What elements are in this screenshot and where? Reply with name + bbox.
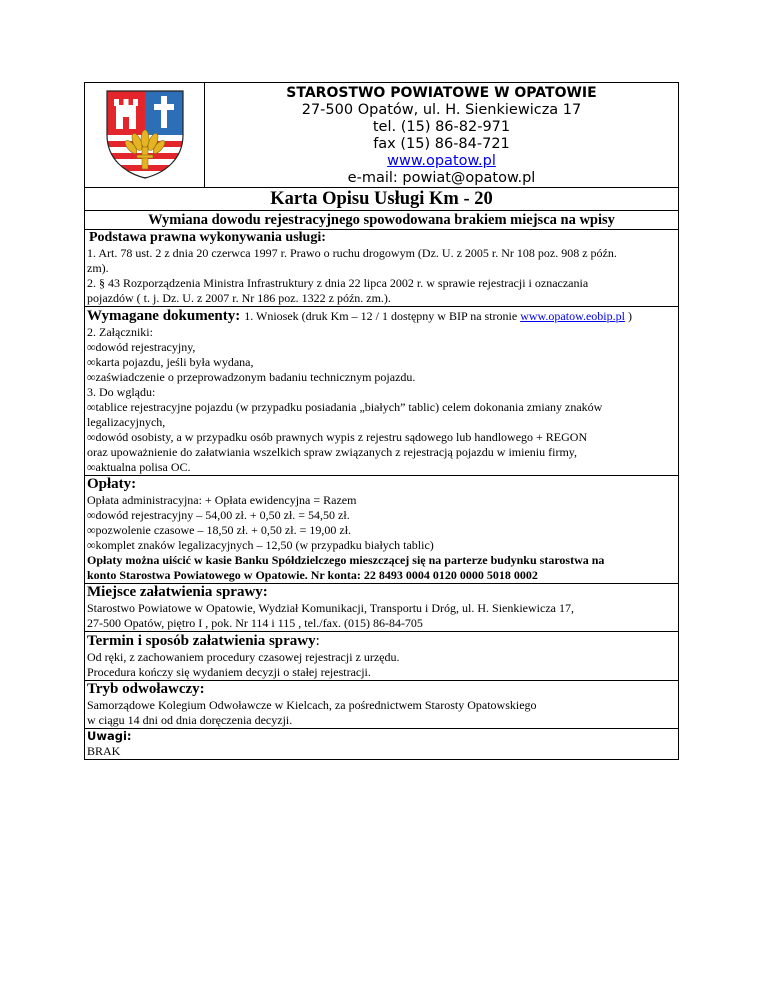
service-name: Wymiana dowodu rejestracyjnego spowodowana brakiem miejsca na wpisy [85, 211, 679, 230]
place-line: 27-500 Opatów, piętro I , pok. Nr 114 i 115 , tel./fax. (015) 86-84-705 [87, 616, 423, 630]
documents-line: ∞aktualna polisa OC. [87, 460, 191, 474]
deadline-heading-colon: : [315, 633, 320, 649]
documents-line: ∞dowód osobisty, a w przypadku osób prawnych wypis z rejestru sądowego lub handlowego + REGON [87, 430, 588, 444]
deadline-line: Procedura kończy się wydaniem decyzji o stałej rejestracji. [87, 665, 371, 679]
card-title: Karta Opisu Usługi Km - 20 [85, 188, 679, 211]
appeal-line: Samorządowe Kolegium Odwoławcze w Kielcach, za pośrednictwem Starosty Opatowskiego [87, 698, 537, 712]
fees-line: ∞dowód rejestracyjny – 54,00 zł. + 0,50 zł. = 54,50 zł. [87, 508, 350, 522]
coat-of-arms-icon [101, 85, 189, 181]
service-card [84, 82, 679, 760]
fees-line: Opłata administracyjna: + Opłata ewidencyjna = Razem [87, 493, 357, 507]
service-name-row [85, 211, 679, 230]
documents-first-line-end: ) [624, 309, 632, 323]
office-email: e-mail: powiat@opatow.pl [347, 170, 536, 186]
service-card-table [84, 82, 679, 760]
bip-link[interactable]: www.opatow.eobip.pl [520, 309, 625, 323]
legal-basis-line: zm). [87, 261, 109, 275]
documents-line: ∞karta pojazdu, jeśli była wydana, [87, 355, 254, 369]
logo-cell [85, 83, 205, 188]
deadline-row [85, 632, 679, 681]
documents-row [85, 307, 679, 476]
documents-line: 3. Do wglądu: [87, 385, 156, 399]
fees-line: ∞komplet znaków legalizacyjnych – 12,50 (w przypadku białych tablic) [87, 538, 434, 552]
documents-first-line: 1. Wniosek (druk Km – 12 / 1 dostępny w BIP na stronie [244, 309, 521, 323]
fees-section [85, 476, 679, 584]
office-website-link[interactable]: www.opatow.pl [387, 153, 496, 169]
documents-line: oraz upoważnienie do załatwiania wszelkich spraw związanych z rejestracją pojazdu w imieniu firmy, [87, 445, 578, 459]
remarks-section [85, 729, 679, 760]
documents-section [85, 307, 679, 476]
office-fax: fax (15) 86-84-721 [373, 136, 510, 152]
fees-heading: Opłaty: [87, 476, 137, 492]
place-line: Starostwo Powiatowe w Opatowie, Wydział Komunikacji, Transportu i Dróg, ul. H. Sienkiewicza 17, [87, 601, 574, 615]
deadline-line: Od ręki, z zachowaniem procedury czasowej rejestracji z urzędu. [87, 650, 400, 664]
place-row [85, 584, 679, 632]
place-section [85, 584, 679, 632]
appeal-heading: Tryb odwoławczy: [87, 681, 205, 697]
legal-basis-line: 2. § 43 Rozporządzenia Ministra Infrastruktury z dnia 22 lipca 2002 r. w sprawie rejestracji i oznaczania [87, 276, 589, 290]
documents-line: 2. Załączniki: [87, 325, 153, 339]
remarks-heading: Uwagi: [87, 729, 132, 743]
legal-basis-line: pojazdów ( t. j. Dz. U. z 2007 r. Nr 186 poz. 1322 z późn. zm.). [87, 291, 391, 305]
fees-row [85, 476, 679, 584]
appeal-section [85, 681, 679, 729]
legal-basis-section [85, 230, 679, 307]
deadline-section [85, 632, 679, 681]
documents-line: ∞zaświadczenie o przeprowadzonym badaniu technicznym pojazdu. [87, 370, 416, 384]
documents-heading: Wymagane dokumenty: [87, 308, 241, 324]
card-title-row [85, 188, 679, 211]
documents-line: ∞dowód rejestracyjny, [87, 340, 196, 354]
legal-basis-row [85, 230, 679, 307]
appeal-row [85, 681, 679, 729]
office-phone: tel. (15) 86-82-971 [372, 119, 511, 135]
remarks-row [85, 729, 679, 760]
fees-payment-info: Opłaty można uiścić w kasie Banku Spółdzielczego mieszczącej się na parterze budynku starostwa na [87, 553, 605, 567]
fees-line: ∞pozwolenie czasowe – 18,50 zł. + 0,50 zł. = 19,00 zł. [87, 523, 352, 537]
fees-account-info: konto Starostwa Powiatowego w Opatowie. Nr konta: 22 8493 0004 0120 0000 5018 0002 [87, 568, 538, 582]
remarks-text: BRAK [87, 744, 121, 758]
deadline-heading: Termin i sposób załatwienia sprawy [87, 633, 316, 649]
office-name: STAROSTWO POWIATOWE W OPATOWIE [286, 85, 597, 101]
appeal-line: w ciągu 14 dni od dnia doręczenia decyzji. [87, 713, 293, 727]
documents-line: legalizacyjnych, [87, 415, 166, 429]
legal-basis-heading: Podstawa prawna wykonywania usługi: [89, 230, 326, 245]
office-address: 27-500 Opatów, ul. H. Sienkiewicza 17 [301, 102, 582, 118]
documents-line: ∞tablice rejestracyjne pojazdu (w przypadku posiadania „białych” tablic) celem dokonania zmiany znaków [87, 400, 603, 414]
place-heading: Miejsce załatwienia sprawy: [87, 584, 268, 600]
header-row [85, 83, 679, 188]
legal-basis-line: 1. Art. 78 ust. 2 z dnia 20 czerwca 1997 r. Prawo o ruchu drogowym (Dz. U. z 2005 r. Nr 108 poz. 908 z późn. [87, 246, 617, 260]
office-info-cell [205, 83, 679, 188]
